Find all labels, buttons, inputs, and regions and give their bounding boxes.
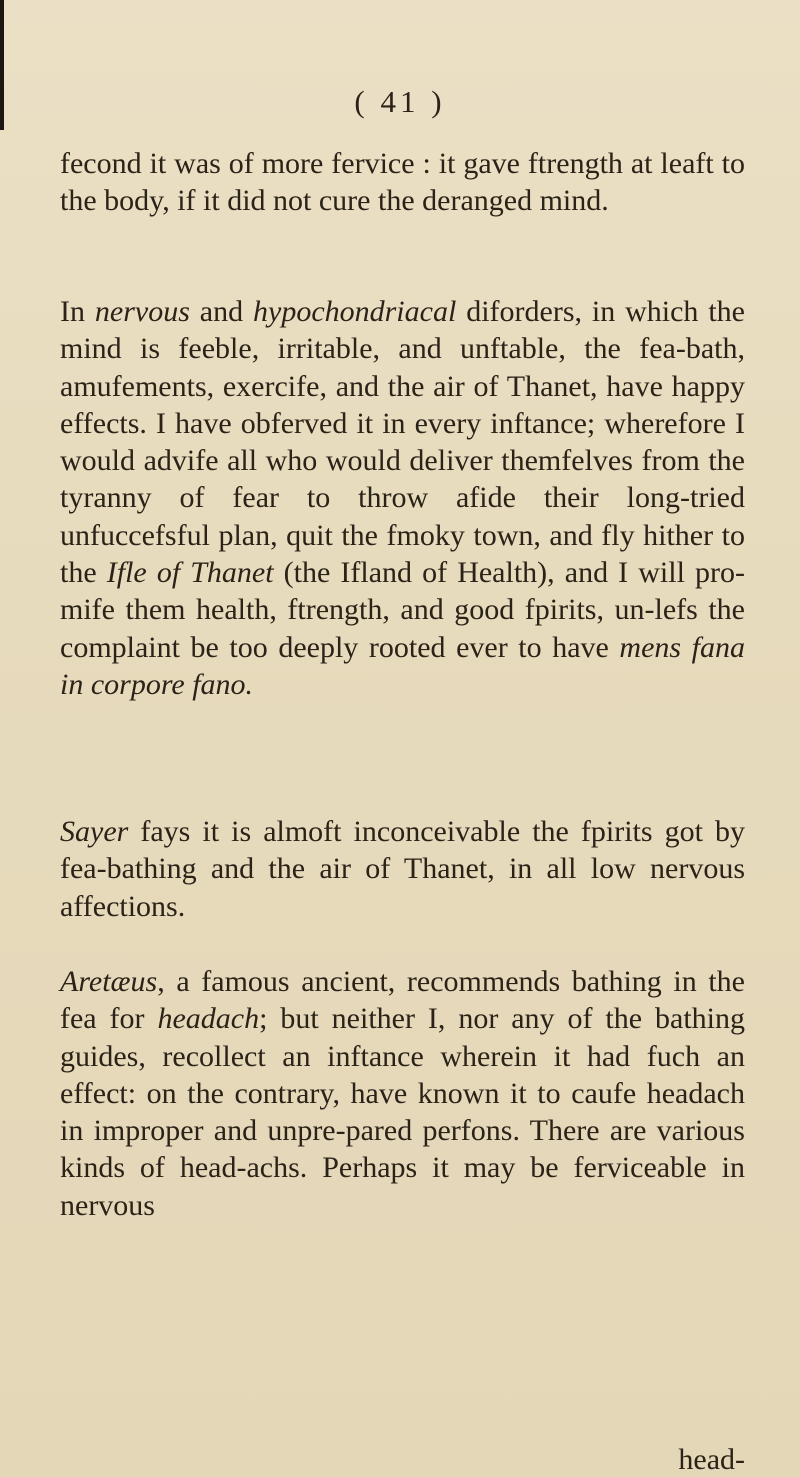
page-number: ( 41 ) <box>354 84 446 119</box>
catchword: head- <box>678 1443 745 1476</box>
paragraph-3-seg-1: fays it is almoft inconceivable the fpirits got by fea-bathing and the air of Thanet, in all low nervous affections. <box>60 815 745 923</box>
paragraph-4-seg-3: ; but neither I, nor any of the bathing guides, recollect an inftance wherein it had fuch an effect: on the contrary, have known it to caufe headach in improper and unpre-pared perfons. There are various kinds of head-achs. Perhaps it may be ferviceable in nervous <box>60 1002 745 1222</box>
paragraph-3-seg-0: Sayer <box>60 815 129 848</box>
paragraph-4-seg-1: , a famous ancient, recommends bathing in the fea for <box>60 965 745 1036</box>
paragraph-3 <box>60 813 745 925</box>
paragraph-2-seg-3: hypochondriacal <box>253 295 457 328</box>
paragraph-2 <box>60 293 745 703</box>
paragraph-2-seg-6: (the Ifland of Health), and I will pro-mife them health, ftrength, and good fpirits, un-lefs the complaint be too deeply rooted ever to have <box>60 556 745 664</box>
paragraph-1-text: fecond it was of more fervice : it gave ftrength at leaft to the body, if it did not cure the deranged mind. <box>60 147 745 218</box>
paragraph-4-seg-2: headach <box>157 1002 260 1036</box>
paragraph-2-seg-1: nervous <box>94 295 190 328</box>
paragraph-2-seg-7: mens fana in corpore fano. <box>60 630 745 701</box>
paragraph-2-seg-2: and <box>189 295 253 328</box>
paragraph-4 <box>60 963 745 1224</box>
paragraph-2-seg-0: In <box>60 295 95 328</box>
paragraph-1 <box>60 145 745 220</box>
paragraph-2-seg-4: diforders, in which the mind is feeble, irritable, and unftable, the fea-bath, amufements, exercife, and the air of Thanet, have happy effects. I have obferved it in every inftance; wherefore I would advife all who would deliver themfelves from the tyranny of fear to throw afide their long-tried unfuccefsful plan, quit the fmoky town, and fly hither to the <box>60 295 745 590</box>
paragraph-2-seg-5: Ifle of Thanet <box>106 556 274 590</box>
paragraph-4-seg-0: Aretæus <box>60 965 158 998</box>
